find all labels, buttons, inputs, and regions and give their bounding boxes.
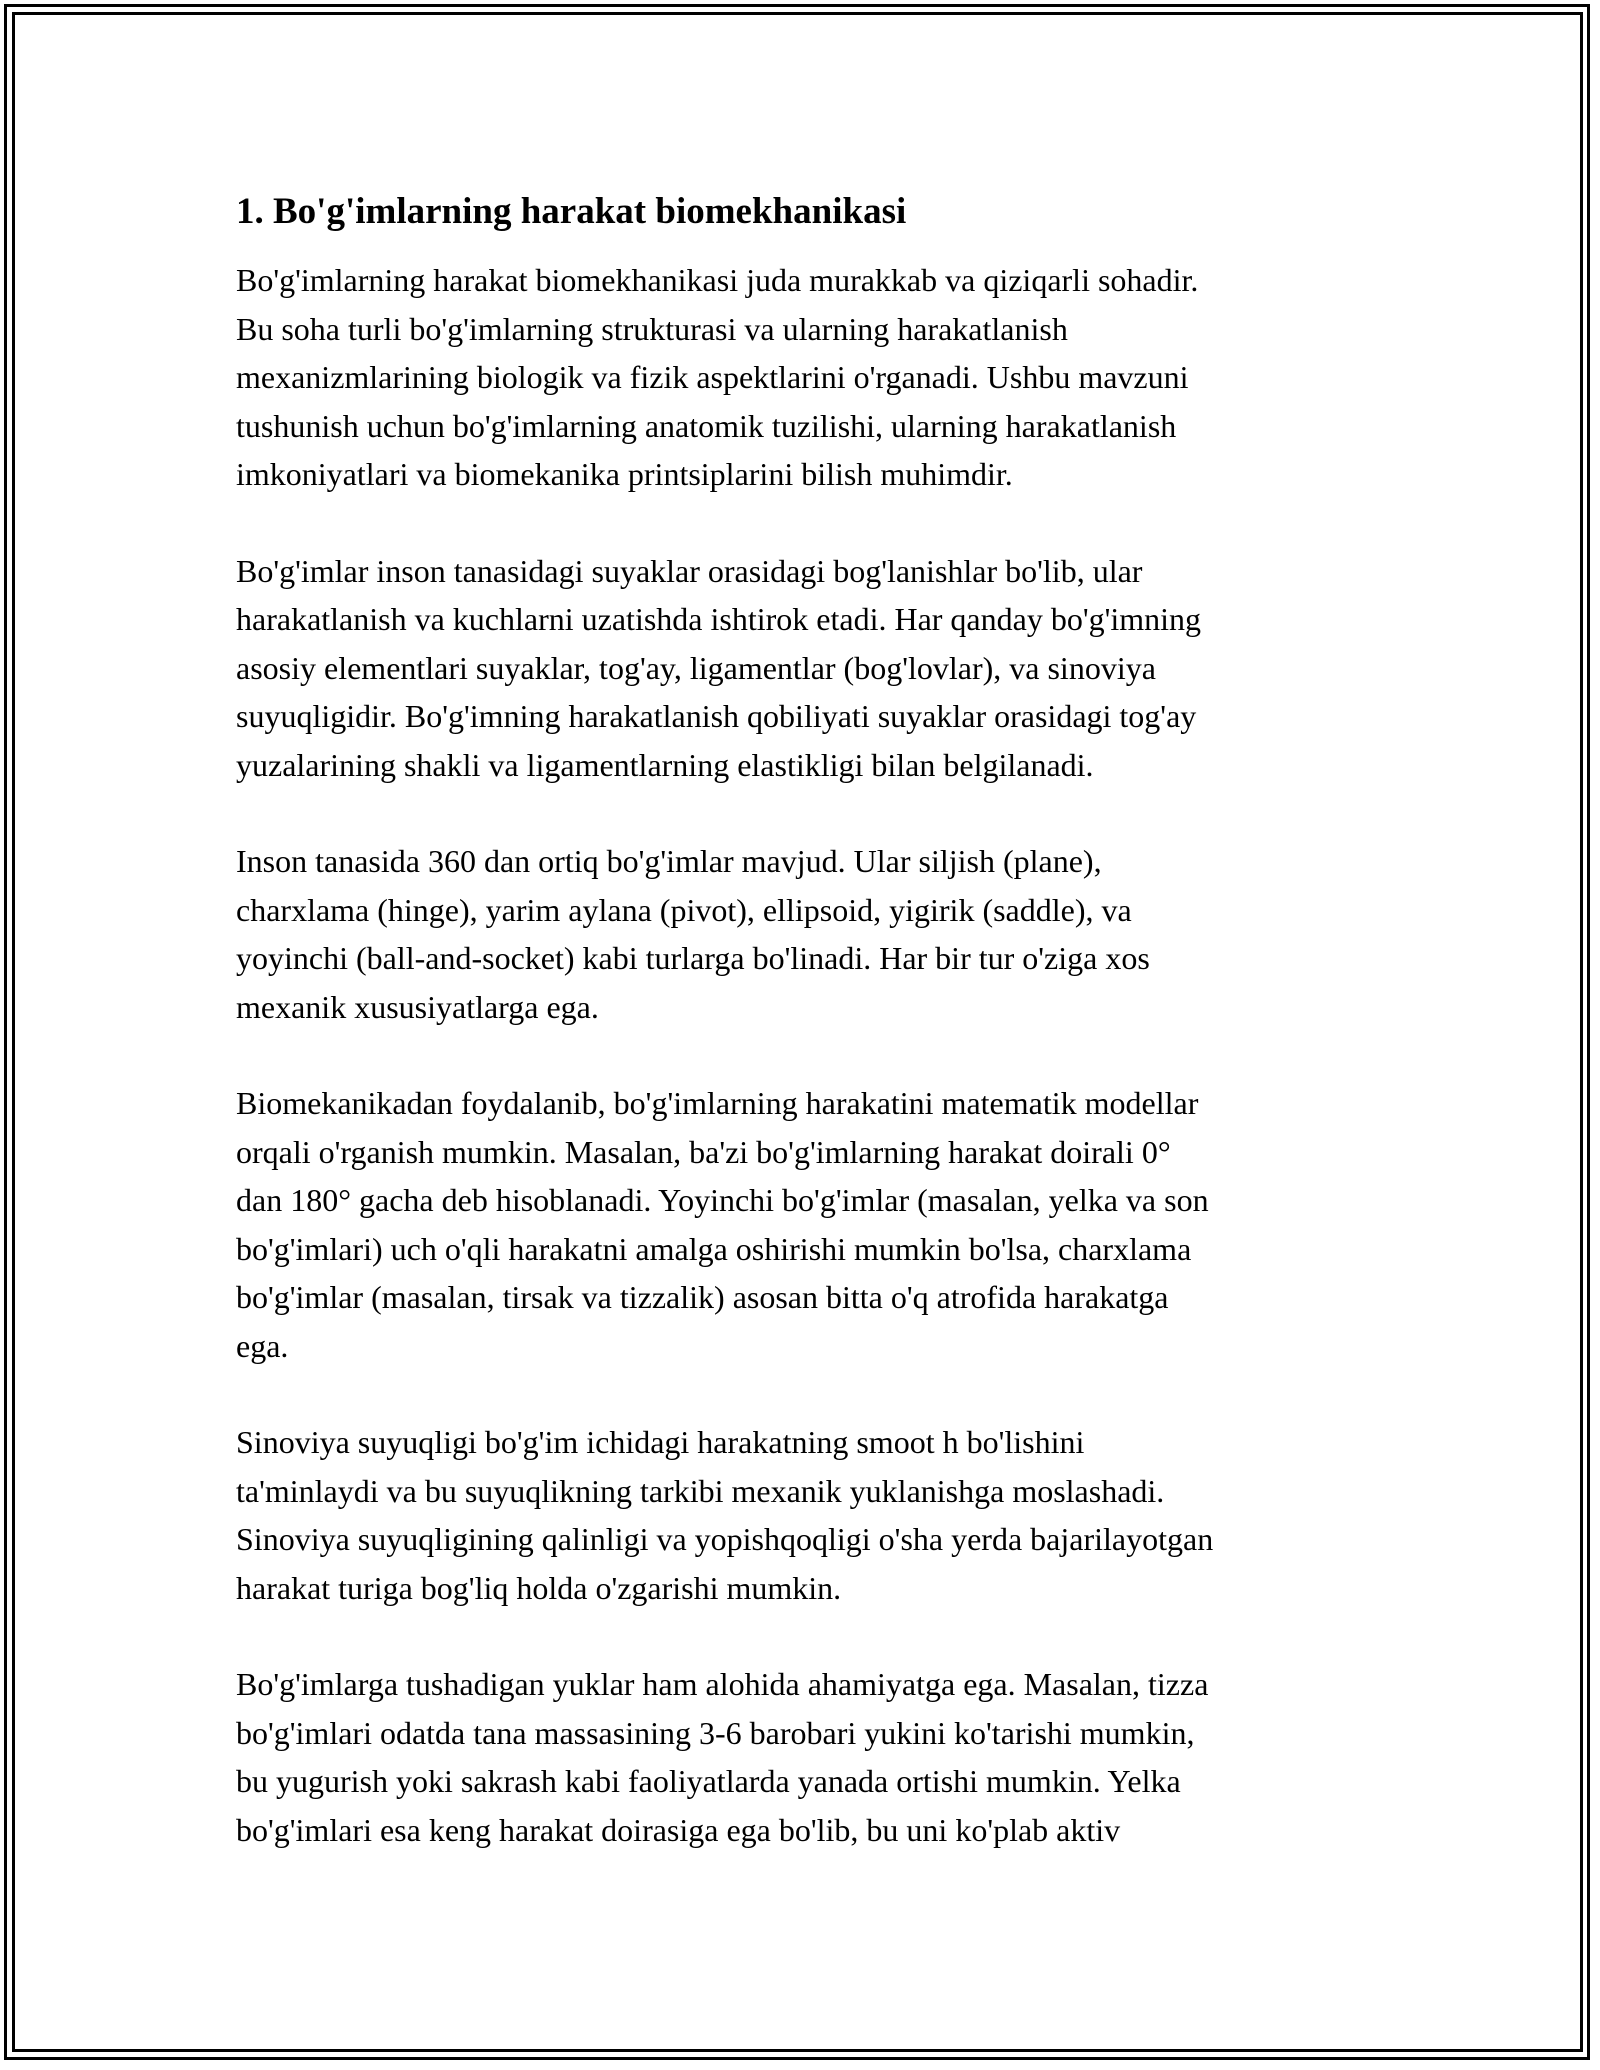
paragraph-line: bo'g'imlar (masalan, tirsak va tizzalik) asosan bitta o'q atrofida harakatga xyxy=(236,1279,1169,1315)
paragraph-line: charxlama (hinge), yarim aylana (pivot), ellipsoid, yigirik (saddle), va xyxy=(236,891,1132,928)
paragraph-list xyxy=(236,256,1366,1854)
paragraph-line: asosiy elementlari suyaklar, tog'ay, ligamentlar (bog'lovlar), va sinoviya xyxy=(236,649,1156,686)
paragraph-line: orqali o'rganish mumkin. Masalan, ba'zi bo'g'imlarning harakat doirali 0° xyxy=(236,1133,1171,1170)
paragraph-line: Sinoviya suyuqligining qalinligi va yopishqoqligi o'sha yerda bajarilayotgan xyxy=(236,1521,1214,1557)
paragraph-line: suyuqligidir. Bo'g'imning harakatlanish qobiliyati suyaklar orasidagi tog'ay xyxy=(236,698,1197,734)
paragraph-line: bu yugurish yoki sakrash kabi faoliyatlarda yanada ortishi mumkin. Yelka xyxy=(236,1763,1181,1799)
paragraph xyxy=(236,1079,1366,1370)
paragraph-line: dan 180° gacha deb hisoblanadi. Yoyinchi bo'g'imlar (masalan, yelka va son xyxy=(236,1182,1209,1218)
paragraph-line: Bo'g'imlar inson tanasidagi suyaklar orasidagi bog'lanishlar bo'lib, ular xyxy=(236,552,1143,589)
paragraph-line: yuzalarining shakli va ligamentlarning elastikligi bilan belgilanadi. xyxy=(236,746,1094,783)
paragraph-line: tushunish uchun bo'g'imlarning anatomik tuzilishi, ularning harakatlanish xyxy=(236,407,1177,444)
section-heading: 1. Bo'g'imlarning harakat biomekhanikasi xyxy=(236,191,907,232)
paragraph-line: Inson tanasida 360 dan ortiq bo'g'imlar mavjud. Ular siljish (plane), xyxy=(236,843,1102,879)
paragraph-line: bo'g'imlari) uch o'qli harakatni amalga oshirishi mumkin bo'lsa, charxlama xyxy=(236,1230,1192,1267)
paragraph-line: harakat turiga bog'liq holda o'zgarishi mumkin. xyxy=(236,1569,842,1606)
paragraph-line: Bo'g'imlarning harakat biomekhanikasi juda murakkab va qiziqarli sohadir. xyxy=(236,262,1199,298)
paragraph xyxy=(236,1418,1366,1612)
paragraph-line: ega. xyxy=(236,1327,289,1364)
paragraph-line: harakatlanish va kuchlarni uzatishda ishtirok etadi. Har qanday bo'g'imning xyxy=(236,601,1202,637)
paragraph-line: Bo'g'imlarga tushadigan yuklar ham alohida ahamiyatga ega. Masalan, tizza xyxy=(236,1666,1209,1702)
paragraph xyxy=(236,837,1366,1031)
paragraph-line: bo'g'imlari odatda tana massasining 3-6 barobari yukini ko'tarishi mumkin, xyxy=(236,1714,1195,1751)
paragraph-line: mexanizmlarining biologik va fizik aspektlarini o'rganadi. Ushbu mavzuni xyxy=(236,359,1189,395)
paragraph-line: Sinoviya suyuqligi bo'g'im ichidagi harakatning smoot h bo'lishini xyxy=(236,1424,1085,1460)
paragraph-line: yoyinchi (ball-and-socket) kabi turlarga bo'linadi. Har bir tur o'ziga xos xyxy=(236,940,1150,976)
paragraph xyxy=(236,547,1366,790)
paragraph xyxy=(236,256,1366,499)
paragraph-line: mexanik xususiyatlarga ega. xyxy=(236,988,599,1025)
paragraph-line: ta'minlaydi va bu suyuqlikning tarkibi mexanik yuklanishga moslashadi. xyxy=(236,1472,1165,1509)
paragraph-line: Biomekanikadan foydalanib, bo'g'imlarning harakatini matematik modellar xyxy=(236,1085,1199,1121)
document-body xyxy=(236,188,1366,1854)
paragraph xyxy=(236,1660,1366,1854)
paragraph-line: bo'g'imlari esa keng harakat doirasiga ega bo'lib, bu uni ko'plab aktiv xyxy=(236,1811,1121,1848)
paragraph-line: imkoniyatlari va biomekanika printsiplarini bilish muhimdir. xyxy=(236,456,1013,492)
paragraph-line: Bu soha turli bo'g'imlarning strukturasi va ularning harakatlanish xyxy=(236,310,1068,347)
